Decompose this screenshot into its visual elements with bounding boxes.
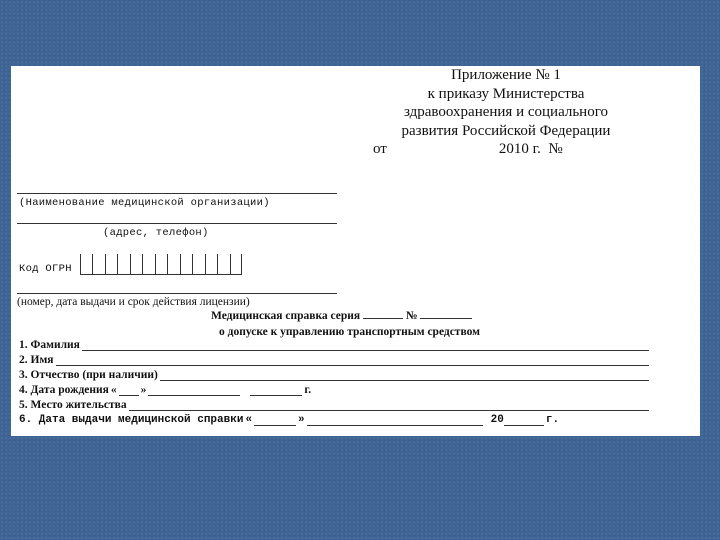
appendix-title: Приложение № 1: [451, 67, 561, 83]
appendix-line-4: развития Российской Федерации: [401, 122, 611, 139]
birth-month-field[interactable]: [148, 385, 240, 396]
surname-field[interactable]: [82, 340, 649, 351]
ogrn-digit-box[interactable]: [180, 254, 193, 274]
org-name-line[interactable]: [17, 193, 337, 194]
issue-day-field[interactable]: [254, 415, 296, 426]
issue-quote-close: »: [298, 414, 305, 426]
ogrn-digit-box[interactable]: [80, 254, 93, 274]
series-field[interactable]: [363, 309, 403, 319]
certificate-number-sign: №: [405, 310, 418, 322]
birth-quote-open: «: [110, 384, 117, 396]
ogrn-digit-box[interactable]: [105, 254, 118, 274]
birth-day-field[interactable]: [119, 385, 139, 396]
org-name-block: [17, 193, 337, 209]
birth-year-field[interactable]: [250, 385, 302, 396]
license-block: [17, 293, 337, 308]
date-year: 2010 г.: [498, 141, 541, 157]
residence-field[interactable]: [129, 400, 649, 411]
name-field[interactable]: [56, 355, 650, 366]
certificate-series-label: Медицинская справка серия: [211, 310, 361, 322]
patronymic-label: 3. Отчество (при наличии): [19, 369, 158, 381]
issue-date-row: [19, 413, 649, 426]
medical-certificate-form: [11, 66, 700, 436]
org-name-caption: (Наименование медицинской организации): [19, 197, 270, 209]
patronymic-row: [19, 368, 649, 381]
patronymic-field[interactable]: [160, 370, 649, 381]
appendix-date-line: [371, 140, 641, 159]
ogrn-boxes[interactable]: [80, 254, 243, 275]
issue-year-field[interactable]: [504, 415, 544, 426]
ogrn-digit-box[interactable]: [130, 254, 143, 274]
birth-year-suffix: г.: [304, 384, 312, 396]
ogrn-digit-box[interactable]: [117, 254, 130, 274]
address-caption: (адрес, телефон): [103, 227, 209, 239]
personal-fields: [19, 338, 649, 426]
name-label: 2. Имя: [19, 354, 54, 366]
certificate-subtitle: о допуске к управлению транспортным средством: [219, 326, 480, 338]
issue-year-suffix: г.: [545, 414, 560, 426]
ogrn-digit-box[interactable]: [205, 254, 218, 274]
ogrn-digit-box[interactable]: [230, 254, 243, 274]
residence-label: 5. Место жительства: [19, 399, 127, 411]
certificate-title: [211, 309, 511, 322]
surname-label: 1. Фамилия: [19, 339, 80, 351]
birth-date-row: [19, 383, 649, 396]
date-number-sign: №: [548, 141, 563, 157]
appendix-line-2: к приказу Министерства: [427, 85, 585, 102]
appendix-header: [371, 66, 641, 159]
address-block: [17, 223, 337, 239]
ogrn-digit-box[interactable]: [155, 254, 168, 274]
issue-month-field[interactable]: [307, 415, 483, 426]
surname-row: [19, 338, 649, 351]
issue-year-prefix: 20: [490, 414, 504, 426]
residence-row: [19, 398, 649, 411]
ogrn-digit-box[interactable]: [217, 254, 230, 274]
ogrn-row: [19, 254, 242, 275]
ogrn-digit-box[interactable]: [167, 254, 180, 274]
address-line[interactable]: [17, 223, 337, 224]
license-caption: (номер, дата выдачи и срок действия лицензии): [17, 296, 250, 308]
birth-date-label: 4. Дата рождения: [19, 384, 109, 396]
issue-date-label: 6. Дата выдачи медицинской справки: [19, 414, 244, 426]
birth-quote-close: »: [140, 384, 147, 396]
issue-quote-open: «: [245, 414, 253, 426]
license-line[interactable]: [17, 293, 337, 294]
date-prefix: от: [373, 141, 387, 157]
name-row: [19, 353, 649, 366]
ogrn-digit-box[interactable]: [92, 254, 105, 274]
ogrn-digit-box[interactable]: [192, 254, 205, 274]
certificate-number-field[interactable]: [420, 309, 472, 319]
appendix-line-3: здравоохранения и социального: [403, 104, 608, 120]
ogrn-digit-box[interactable]: [142, 254, 155, 274]
ogrn-label: Код ОГРН: [19, 263, 72, 275]
